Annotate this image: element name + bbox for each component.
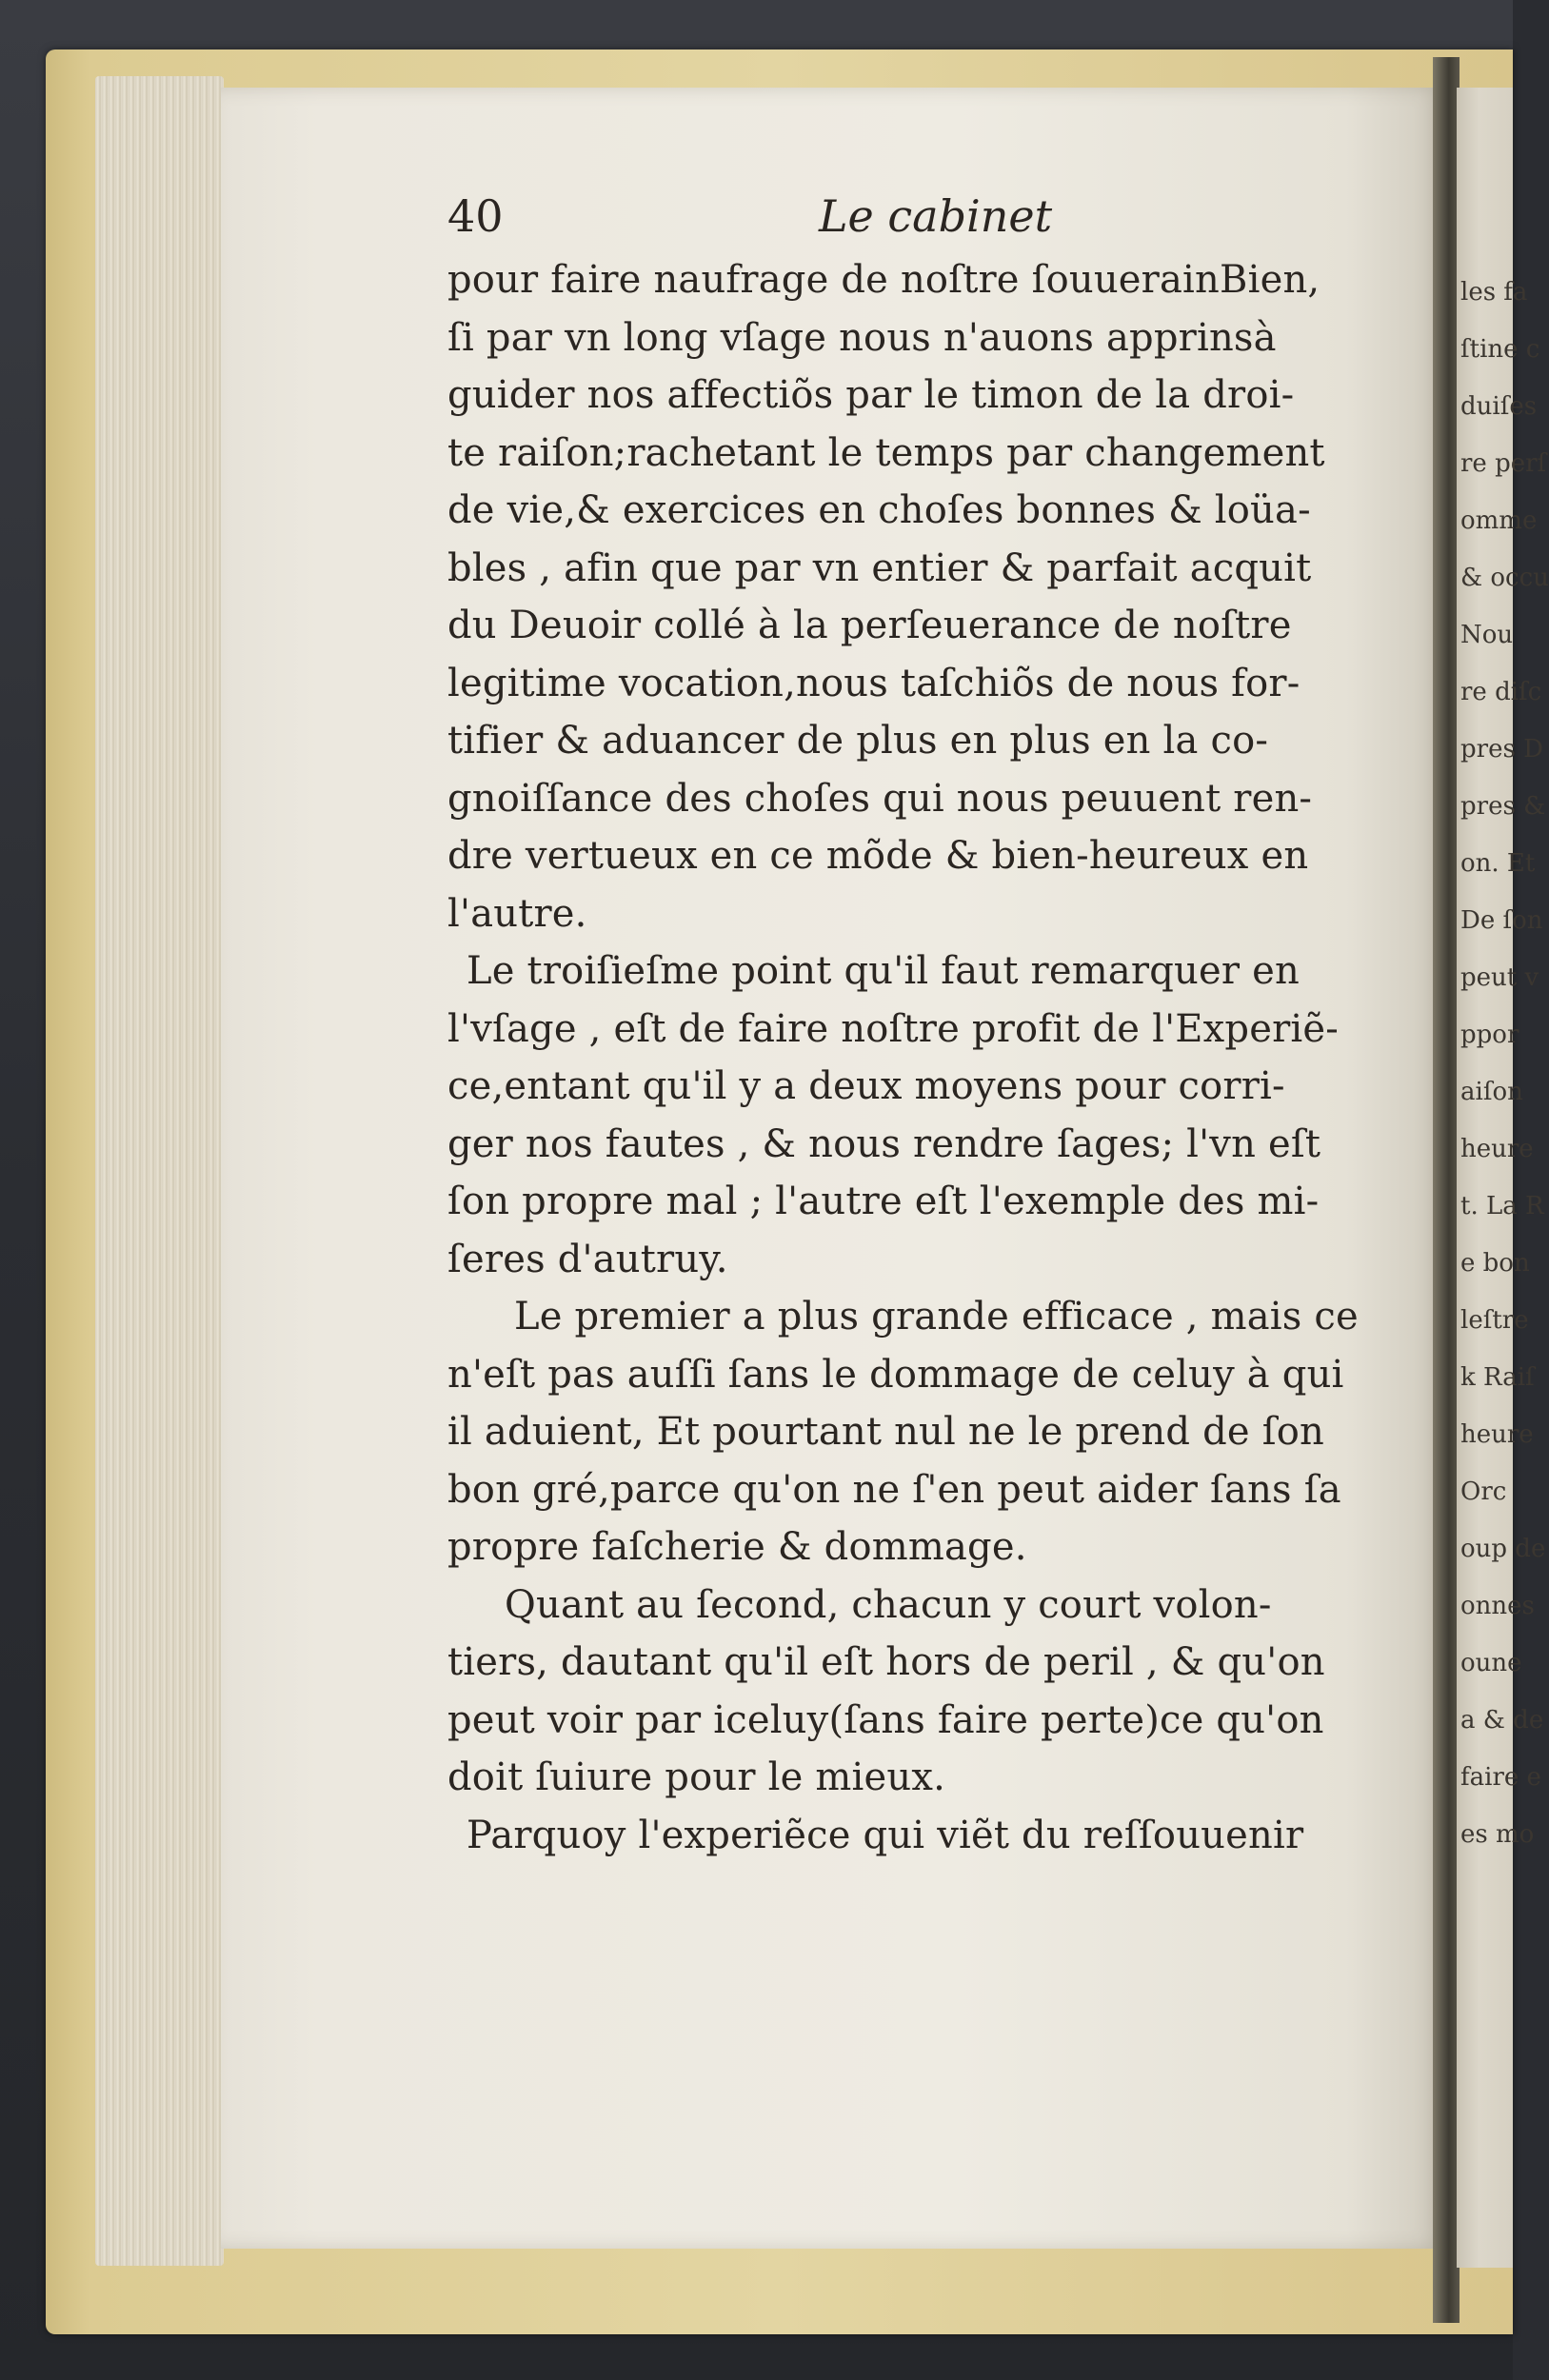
text-line: te raiſon;rachetant le temps par changement xyxy=(447,430,1325,475)
adjacent-page-fragment: De ſon xyxy=(1460,906,1543,935)
adjacent-page-fragment: oune xyxy=(1460,1649,1522,1677)
adjacent-page-fragment: duiſes xyxy=(1460,392,1538,421)
text-line: Le troiſieſme point qu'il faut remarquer en xyxy=(467,949,1300,993)
adjacent-page-fragment: re perſ xyxy=(1460,449,1547,478)
adjacent-page-fragment: k Raiſ xyxy=(1460,1363,1535,1392)
text-line: l'autre. xyxy=(447,891,587,936)
page-text xyxy=(447,190,1419,1864)
adjacent-page-fragment: e bon xyxy=(1460,1249,1530,1278)
page-header xyxy=(447,190,1419,251)
adjacent-page-fragment: les fa xyxy=(1460,278,1528,307)
text-line: l'vſage , eſt de faire noſtre profit de l'Experiẽ- xyxy=(447,1006,1340,1051)
adjacent-page-fragment: t. La R xyxy=(1460,1192,1544,1220)
adjacent-page-fragment: a & de xyxy=(1460,1706,1544,1735)
text-line: ce,entant qu'il y a deux moyens pour corri- xyxy=(447,1064,1285,1108)
text-line: gnoiſſance des choſes qui nous peuuent ren- xyxy=(447,776,1313,821)
running-title: Le cabinet xyxy=(819,190,1053,242)
adjacent-page-fragment: & occu xyxy=(1460,564,1549,592)
text-line: guider nos affectiõs par le timon de la droi- xyxy=(447,373,1295,417)
adjacent-page-fragment: onnes xyxy=(1460,1592,1535,1620)
adjacent-page-fragment: pres & xyxy=(1460,792,1546,821)
text-line: Quant au ſecond, chacun y court volon- xyxy=(505,1582,1272,1627)
adjacent-page-fragment: leſtre xyxy=(1460,1306,1529,1335)
text-line: doit ſuiure pour le mieux. xyxy=(447,1755,945,1799)
page-number: 40 xyxy=(447,190,504,242)
adjacent-page-fragment: peut v xyxy=(1460,963,1539,992)
text-line: bles , afin que par vn entier & parfait acquit xyxy=(447,545,1312,590)
page-edges xyxy=(95,76,224,2266)
text-line: bon gré,parce qu'on ne ſ'en peut aider ſans ſa xyxy=(447,1467,1341,1512)
text-line: legitime vocation,nous taſchiõs de nous for- xyxy=(447,661,1301,705)
text-line: tiers, dautant qu'il eſt hors de peril , & qu'on xyxy=(447,1640,1325,1684)
text-line: Le premier a plus grande efficace , mais ce xyxy=(514,1295,1359,1339)
adjacent-page-edge xyxy=(1457,88,1549,2268)
text-line: dre vertueux en ce mõde & bien-heureux en xyxy=(447,834,1309,878)
adjacent-page-fragment: Nou xyxy=(1460,621,1514,649)
adjacent-page-fragment: omme xyxy=(1460,506,1538,535)
text-line: il aduient, Et pourtant nul ne le prend de ſon xyxy=(447,1410,1324,1454)
adjacent-page-fragment: oup de xyxy=(1460,1535,1546,1563)
text-line: ſeres d'autruy. xyxy=(447,1237,728,1281)
adjacent-page-fragment: es mo xyxy=(1460,1820,1535,1849)
adjacent-page-fragment: Orc xyxy=(1460,1478,1507,1506)
text-line: de vie,& exercices en choſes bonnes & loüa- xyxy=(447,488,1311,532)
adjacent-page-fragment: re diſc xyxy=(1460,678,1542,706)
book-gutter xyxy=(1433,57,1460,2323)
text-line: pour faire naufrage de noſtre ſouuerainBien, xyxy=(447,258,1321,302)
text-line: ger nos fautes , & nous rendre ſages; l'vn eſt xyxy=(447,1121,1321,1166)
body-text xyxy=(447,251,1419,1864)
text-line: peut voir par iceluy(ſans faire perte)ce qu'on xyxy=(447,1697,1324,1742)
adjacent-page-fragment: heure xyxy=(1460,1420,1534,1449)
text-line: ſi par vn long vſage nous n'auons apprinsà xyxy=(447,315,1277,360)
adjacent-page-fragment: heure xyxy=(1460,1135,1534,1163)
text-line: tifier & aduancer de plus en plus en la co- xyxy=(447,719,1269,763)
text-line: Parquoy l'experiẽce qui viẽt du reſſouuenir xyxy=(467,1813,1304,1857)
adjacent-page-fragment: ſtine c xyxy=(1460,335,1540,364)
adjacent-page-fragment: pres D xyxy=(1460,735,1543,764)
text-line: ſon propre mal ; l'autre eſt l'exemple des mi- xyxy=(447,1180,1320,1223)
adjacent-page-fragment: ppor xyxy=(1460,1021,1519,1049)
text-line: propre faſcherie & dommage. xyxy=(447,1525,1027,1569)
adjacent-page-fragment: faire e xyxy=(1460,1763,1541,1792)
adjacent-page-fragment: aiſon xyxy=(1460,1078,1523,1106)
text-line: n'eſt pas auſſi ſans le dommage de celuy à qui xyxy=(447,1352,1344,1397)
text-line: du Deuoir collé à la perſeuerance de noſtre xyxy=(447,604,1292,647)
adjacent-page-fragment: on. Et xyxy=(1460,849,1536,878)
